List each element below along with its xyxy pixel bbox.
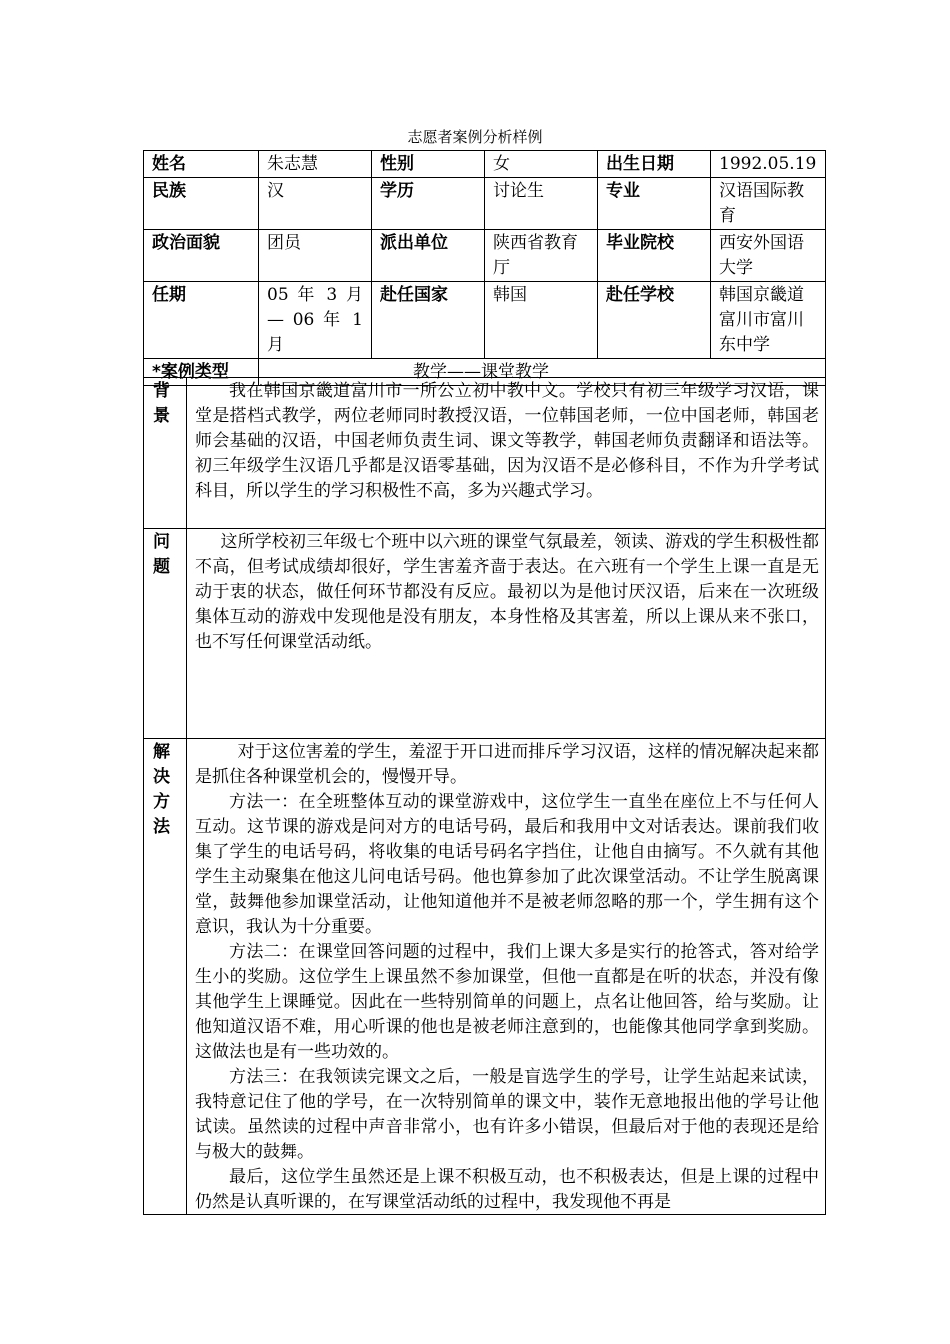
background-paragraph: 我在韩国京畿道富川市一所公立初中教中文。学校只有初三年级学习汉语，课堂是搭档式教学，两位老师同时教授汉语，一位韩国老师，一位中国老师，韩国老师会基础的汉语，中国老师负责生词、课文等教学，韩国老师负责翻译和语法等。初三年级学生汉语几乎都是汉语零基础，因为汉语不是必修科目，不作为升学考试科目，所以学生的学习积极性不高，多为兴趣式学习。 xyxy=(195,381,819,501)
ethnicity-value: 汉 xyxy=(259,178,372,230)
info-table xyxy=(143,150,826,386)
gender-value: 女 xyxy=(485,151,598,178)
graduate-label: 毕业院校 xyxy=(598,230,711,282)
gender-label: 性别 xyxy=(372,151,485,178)
background-label: 背景 xyxy=(144,378,187,529)
solution-content xyxy=(187,739,826,1215)
graduate-value: 西安外国语大学 xyxy=(711,230,826,282)
solution-paragraph-method1: 方法一：在全班整体互动的课堂游戏中，这位学生一直坐在座位上不与任何人互动。这节课的游戏是问对方的电话号码，最后和我用中文对话表达。课前我们收集了学生的电话号码，将收集的电话号码名字挡住，让他自由摘写。不久就有其他学生主动聚集在他这儿问电话号码。他也算参加了此次课堂活动。不让学生脱离课堂，鼓舞他参加课堂活动，让他知道他并不是被老师忽略的那一个，学生拥有这个意识，我认为十分重要。 xyxy=(195,792,819,937)
political-label: 政治面貌 xyxy=(144,230,259,282)
term-label: 任期 xyxy=(144,282,259,359)
birth-label: 出生日期 xyxy=(598,151,711,178)
country-label: 赴任国家 xyxy=(372,282,485,359)
school-label: 赴任学校 xyxy=(598,282,711,359)
country-value: 韩国 xyxy=(485,282,598,359)
political-value: 团员 xyxy=(259,230,372,282)
education-value: 讨论生 xyxy=(485,178,598,230)
case-type-value: 教学——课堂教学 xyxy=(259,359,826,386)
name-label: 姓名 xyxy=(144,151,259,178)
background-content xyxy=(187,378,826,529)
case-body-table xyxy=(143,377,826,1215)
problem-label: 问题 xyxy=(144,529,187,739)
solution-paragraph-intro: 对于这位害羞的学生，羞涩于开口进而排斥学习汉语，这样的情况解决起来都是抓住各种课堂机会的，慢慢开导。 xyxy=(195,742,819,787)
name-value: 朱志慧 xyxy=(259,151,372,178)
ethnicity-label: 民族 xyxy=(144,178,259,230)
major-label: 专业 xyxy=(598,178,711,230)
school-value: 韩国京畿道富川市富川东中学 xyxy=(711,282,826,359)
solution-paragraph-method3: 方法三：在我领读完课文之后，一般是盲选学生的学号，让学生站起来试读，我特意记住了他的学号，在一次特别简单的课文中，装作无意地报出他的学号让他试读。虽然读的过程中声音非常小，也有许多小错误，但最后对于他的表现还是给与极大的鼓舞。 xyxy=(195,1067,819,1162)
solution-paragraph-final: 最后，这位学生虽然还是上课不积极互动，也不积极表达，但是上课的过程中仍然是认真听课的，在写课堂活动纸的过程中，我发现他不再是 xyxy=(195,1167,819,1212)
case-type-label: *案例类型 xyxy=(144,359,259,386)
education-label: 学历 xyxy=(372,178,485,230)
problem-content xyxy=(187,529,826,739)
term-value: 05 年 3 月 — 06 年 1 月 xyxy=(259,282,372,359)
solution-label: 解决方法 xyxy=(144,739,187,1215)
dispatch-label: 派出单位 xyxy=(372,230,485,282)
dispatch-value: 陕西省教育厅 xyxy=(485,230,598,282)
problem-paragraph: 这所学校初三年级七个班中以六班的课堂气氛最差，领读、游戏的学生积极性都不高，但考试成绩却很好，学生害羞齐啬于表达。在六班有一个学生上课一直是无动于衷的状态，做任何环节都没有反应。最初以为是他讨厌汉语，后来在一次班级集体互动的游戏中发现他是没有朋友，本身性格及其害羞，所以上课从来不张口，也不写任何课堂活动纸。 xyxy=(195,532,819,652)
major-value: 汉语国际教育 xyxy=(711,178,826,230)
document-title: 志愿者案例分析样例 xyxy=(407,128,543,146)
solution-paragraph-method2: 方法二：在课堂回答问题的过程中，我们上课大多是实行的抢答式，答对给学生小的奖励。这位学生上课虽然不参加课堂，但他一直都是在听的状态，并没有像其他学生上课睡觉。因此在一些特别简单的问题上，点名让他回答，给与奖励。让他知道汉语不难，用心听课的他也是被老师注意到的，也能像其他同学拿到奖励。这做法也是有一些功效的。 xyxy=(195,942,819,1062)
birth-value: 1992.05.19 xyxy=(711,151,826,178)
